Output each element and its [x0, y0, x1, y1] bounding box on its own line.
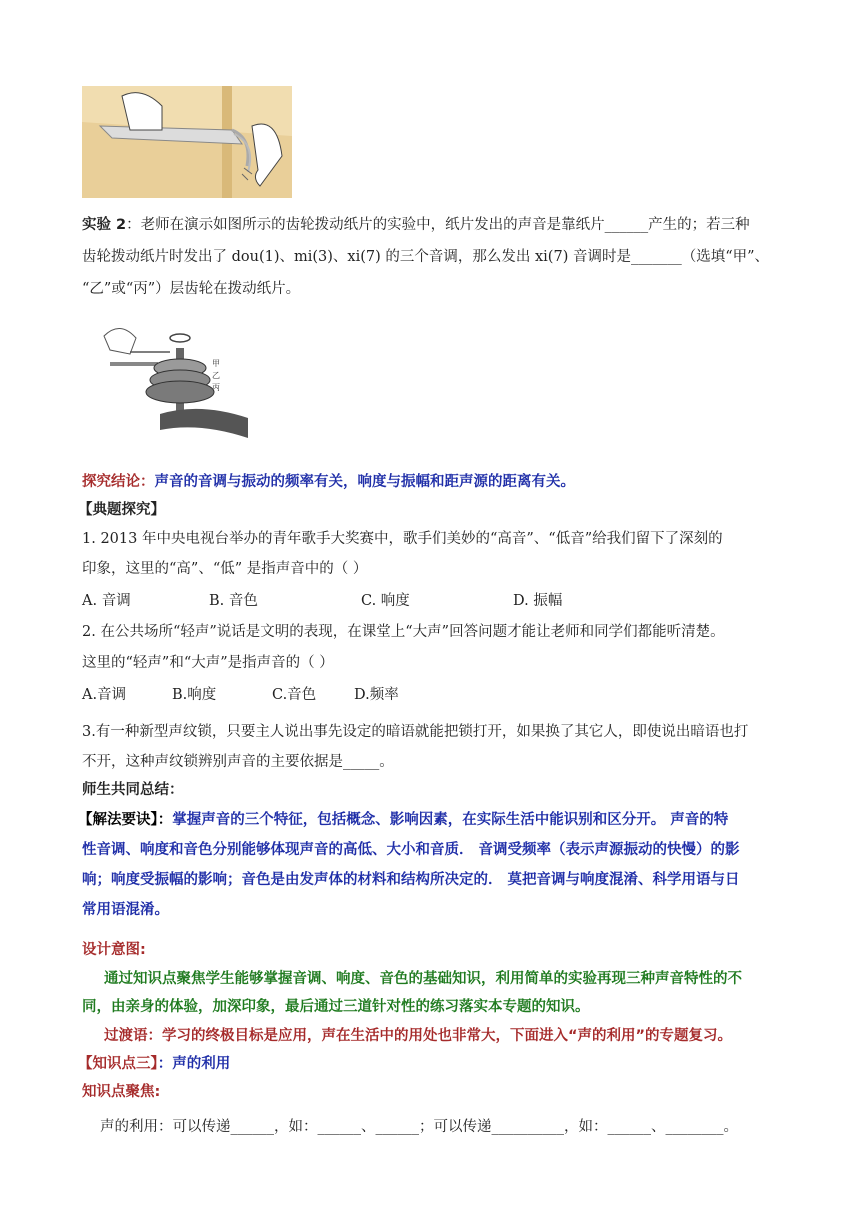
key-label: 【解法要诀】： [78, 812, 173, 828]
knowledge3-heading: 【知识点三】：声的利用 [78, 1056, 231, 1072]
experiment2-line1: 实验 2：老师在演示如图所示的齿轮拨动纸片的实验中，纸片发出的声音是靠纸片______产生的；若三种 [82, 217, 750, 233]
question1-line2: 印象，这里的“高”、“低” 是指声音中的（ ） [82, 561, 368, 577]
conclusion-text: 声音的音调与振动的频率有关，响度与振幅和距声源的距离有关。 [154, 474, 575, 490]
question2-option-c: C.音色 [272, 687, 317, 703]
knowledge-focus-heading: 知识点聚焦: [82, 1084, 161, 1100]
summary-line4: 常用语混淆。 [82, 902, 169, 918]
question2-line1: 2. 在公共场所“轻声”说话是文明的表现，在课堂上“大声”回答问题才能让老师和同学们都能听清楚。 [82, 624, 725, 640]
transition-line: 过渡语：学习的终极目标是应用，声在生活中的用处也非常大，下面进入“声的利用”的专题复习。 [104, 1028, 733, 1044]
summary-line2: 性音调、响度和音色分别能够体现声音的高低、大小和音质． 音调受频率（表示声源振动的快慢）的影 [82, 842, 740, 858]
question2-option-a: A.音调 [82, 687, 127, 703]
question2-line2: 这里的“轻声”和“大声”是指声音的（ ） [82, 655, 334, 671]
question1-option-a: A. 音调 [82, 593, 131, 609]
question3-line2: 不开，这种声纹锁辨别声音的主要依据是_____。 [82, 754, 394, 770]
design-line1: 通过知识点聚焦学生能够掌握音调、响度、音色的基础知识，利用简单的实验再现三种声音特性的不 [104, 971, 742, 987]
typical-heading: 【典题探究】 [78, 502, 165, 518]
question1-option-b: B. 音色 [209, 593, 258, 609]
question3-line1: 3.有一种新型声纹锁，只要主人说出事先设定的暗语就能把锁打开，如果换了其它人，即使说出暗语也打 [82, 724, 749, 740]
conclusion [82, 472, 575, 492]
sound-use-fill-line: 声的利用：可以传递______，如：______、______；可以传递__________，如：______、________。 [100, 1119, 738, 1135]
question1-option-c: C. 响度 [361, 593, 410, 609]
experiment2-line3: “乙”或“丙”）层齿轮在拨动纸片。 [82, 281, 301, 297]
gear-label-jia: 甲 [212, 359, 220, 368]
experiment2-label: 实验 2 [82, 217, 127, 233]
question2-option-b: B.响度 [172, 687, 217, 703]
question2-option-d: D.频率 [354, 687, 399, 703]
summary-heading: 师生共同总结： [82, 782, 184, 798]
gear-label-bing: 丙 [212, 383, 220, 392]
conclusion-label: 探究结论： [82, 474, 155, 490]
gear-label-yi: 乙 [212, 371, 220, 380]
question1-option-d: D. 振幅 [513, 593, 563, 609]
question1-line1: 1. 2013 年中央电视台举办的青年歌手大奖赛中，歌手们美妙的“高音”、“低音”给我们留下了深刻的 [82, 531, 723, 547]
design-line2: 同，由亲身的体验，加深印象，最后通过三道针对性的练习落实本专题的知识。 [82, 999, 590, 1015]
experiment2-line2: 齿轮拨动纸片时发出了 dou(1)、mi(3)、xi(7) 的三个音调，那么发出 xi(7) 音调时是_______（选填“甲”、 [82, 249, 770, 265]
paper-vibration-figure [82, 86, 292, 198]
summary-line1: 【解法要诀】：掌握声音的三个特征，包括概念、影响因素，在实际生活中能识别和区分开。 声音的特 [78, 812, 729, 828]
gear-apparatus-figure [100, 318, 250, 450]
summary-line3: 响；响度受振幅的影响；音色是由发声体的材料和结构所决定的． 莫把音调与响度混淆、科学用语与日 [82, 872, 740, 888]
design-heading: 设计意图: [82, 942, 146, 958]
